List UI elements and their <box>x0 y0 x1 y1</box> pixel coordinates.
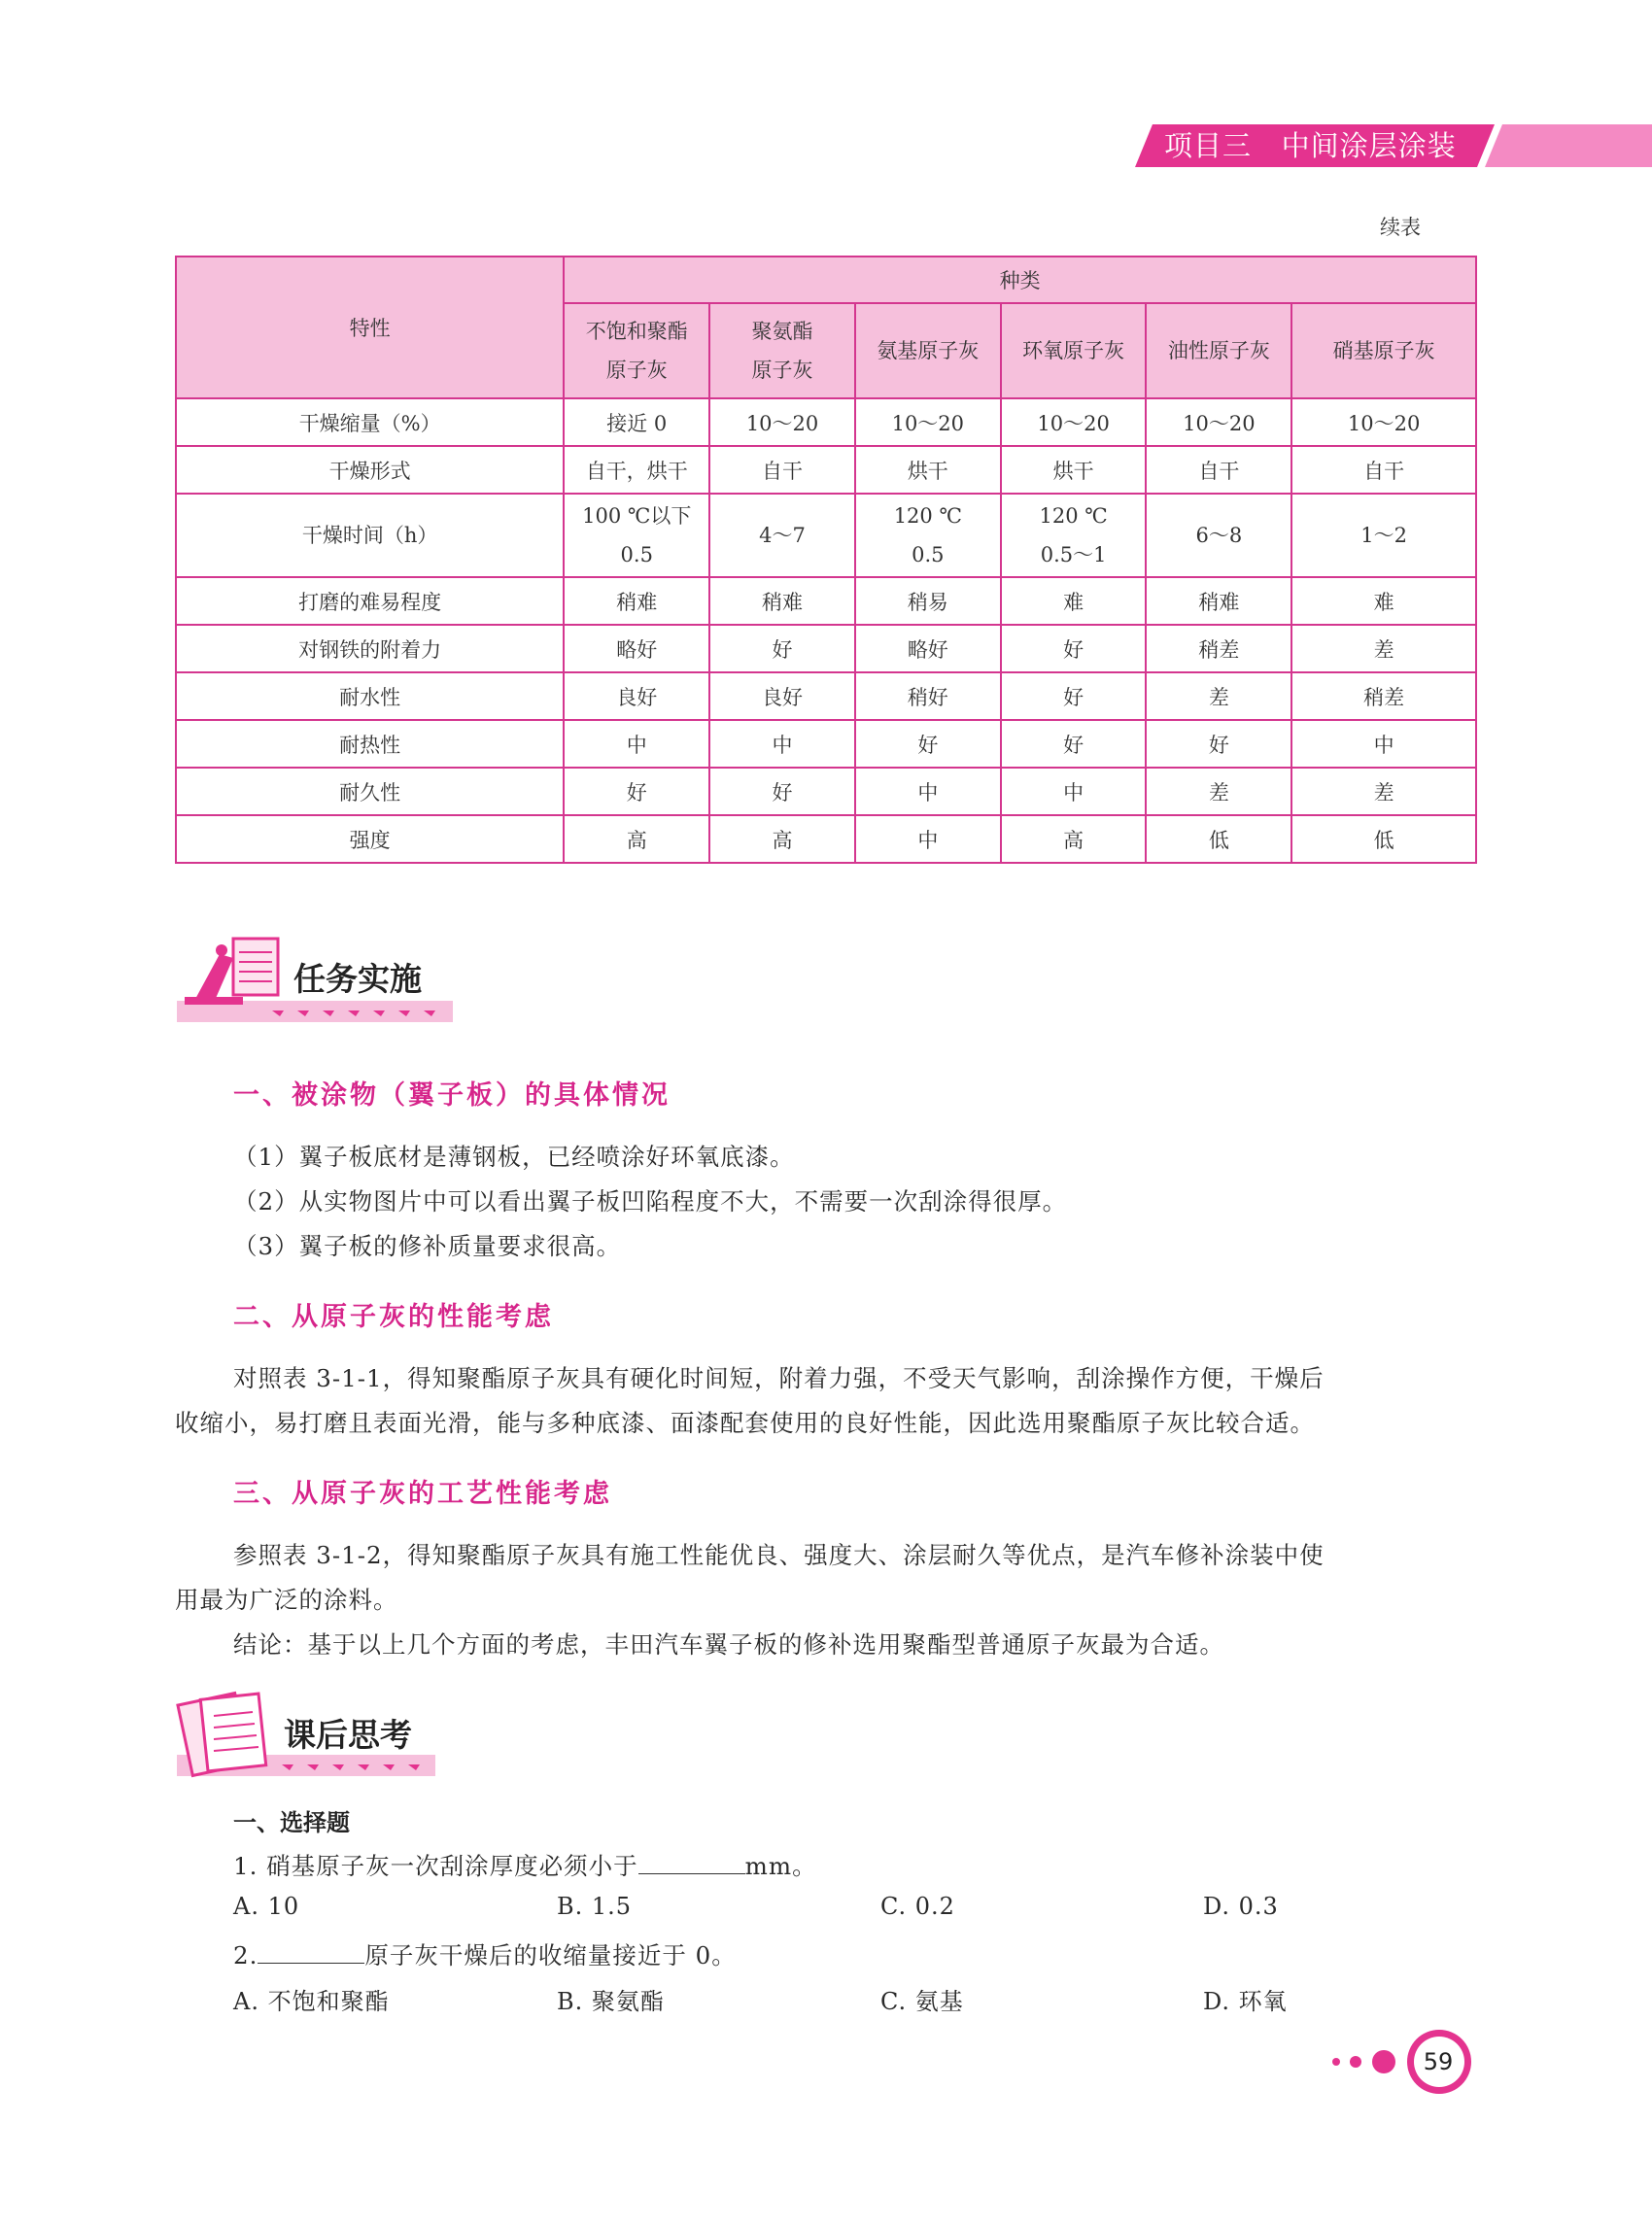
cell-value: 6～8 <box>1195 524 1243 547</box>
table-cell <box>855 768 1001 815</box>
cell-value: 差 <box>1208 780 1229 805</box>
column-header <box>1001 303 1147 398</box>
table-cell <box>1146 768 1291 815</box>
paragraph-item-1: （1）翼子板底材是薄钢板，已经喷涂好环氧底漆。 <box>233 1143 795 1171</box>
table-cell <box>1001 768 1147 815</box>
chapter-banner <box>1135 124 1652 167</box>
column-header <box>564 303 709 398</box>
cell-value: 中 <box>772 733 793 757</box>
cell-value: 10～20 <box>745 411 819 435</box>
page-number: 59 <box>1423 2048 1454 2075</box>
cell-value: 0.5～1 <box>1040 543 1107 566</box>
section-heading-3: 三、从原子灰的工艺性能考虑 <box>233 1479 612 1509</box>
table-cell <box>1001 815 1147 863</box>
table-cell <box>855 494 1001 577</box>
cell-value: 差 <box>1208 685 1229 709</box>
table-cell <box>1291 577 1476 625</box>
row-label: 干燥时间（h） <box>176 494 564 577</box>
table-cell <box>709 815 855 863</box>
cell-value: 自干 <box>1363 459 1405 483</box>
cell-value: 中 <box>917 828 939 852</box>
paragraph-line: 收缩小，易打磨且表面光滑，能与多种底漆、面漆配套使用的良好性能，因此选用聚酯原子灰比较合适。 <box>175 1409 1315 1437</box>
table-cell <box>564 768 709 815</box>
table-cell <box>564 672 709 720</box>
column-header-line: 氨基原子灰 <box>877 339 980 362</box>
table-row <box>176 625 1476 672</box>
table-cell <box>709 672 855 720</box>
table-row <box>176 768 1476 815</box>
table-cell <box>1001 446 1147 494</box>
question-1 <box>233 1848 817 1882</box>
table-row <box>176 720 1476 768</box>
question-1-text: 1. 硝基原子灰一次刮涂厚度必须小于 <box>233 1852 638 1880</box>
table-row <box>176 446 1476 494</box>
table-cell <box>1291 446 1476 494</box>
conclusion-line: 结论：基于以上几个方面的考虑，丰田汽车翼子板的修补选用聚酯型普通原子灰最为合适。 <box>233 1630 1224 1659</box>
cell-value: 120 ℃ <box>1039 504 1108 528</box>
table-cell <box>1291 625 1476 672</box>
chapter-title: 项目三 中间涂层涂装 <box>1164 129 1457 162</box>
table-cell <box>855 577 1001 625</box>
table-cell <box>1291 815 1476 863</box>
column-header <box>1146 303 1291 398</box>
table-cell <box>855 672 1001 720</box>
q1-option-d[interactable]: D. 0.3 <box>1203 1893 1279 1920</box>
table-cell <box>1001 720 1147 768</box>
table-cell <box>709 577 855 625</box>
cell-value: 差 <box>1373 780 1394 805</box>
cell-value: 低 <box>1373 828 1394 852</box>
table-cell <box>709 720 855 768</box>
cell-value: 高 <box>772 828 793 852</box>
cell-value: 良好 <box>762 685 804 709</box>
q1-option-a[interactable]: A. 10 <box>233 1893 300 1920</box>
cell-value: 稍易 <box>907 590 948 614</box>
table-cell <box>564 494 709 577</box>
section-heading-2: 二、从原子灰的性能考虑 <box>233 1302 554 1332</box>
cell-value: 略好 <box>616 637 658 662</box>
cell-value: 1～2 <box>1360 524 1407 547</box>
cell-value: 好 <box>1063 685 1084 709</box>
table-cell <box>1291 768 1476 815</box>
table-cell <box>1001 494 1147 577</box>
cell-value: 差 <box>1373 637 1394 662</box>
table-cell <box>1146 625 1291 672</box>
cell-value: 10～20 <box>1037 411 1110 435</box>
column-header-line: 原子灰 <box>605 359 668 382</box>
putty-properties-table <box>175 256 1477 864</box>
cell-value: 好 <box>772 637 793 662</box>
row-label: 耐水性 <box>176 672 564 720</box>
table-cell <box>855 815 1001 863</box>
table-cell <box>564 720 709 768</box>
table-cell <box>1291 720 1476 768</box>
table-cell <box>709 494 855 577</box>
table-cell <box>564 398 709 446</box>
table-cell <box>1146 446 1291 494</box>
table-cell <box>709 398 855 446</box>
answer-blank[interactable] <box>638 1856 745 1874</box>
cell-value: 难 <box>1373 590 1394 614</box>
table-group-header: 种类 <box>564 257 1476 303</box>
cell-value: 自干，烘干 <box>585 459 688 483</box>
paragraph-item-2: （2）从实物图片中可以看出翼子板凹陷程度不大，不需要一次刮涂得很厚。 <box>233 1187 1068 1216</box>
column-header-line: 不饱和聚酯 <box>585 320 688 343</box>
cell-value: 10～20 <box>1183 411 1256 435</box>
cell-value: 稍差 <box>1198 637 1240 662</box>
cell-value: 4～7 <box>759 524 806 547</box>
column-header <box>1291 303 1476 398</box>
cell-value: 好 <box>1208 733 1229 757</box>
paragraph-line: 用最为广泛的涂料。 <box>175 1586 398 1614</box>
column-header-line: 硝基原子灰 <box>1332 339 1435 362</box>
table-cell <box>1001 672 1147 720</box>
row-label: 干燥形式 <box>176 446 564 494</box>
table-cell <box>564 625 709 672</box>
row-label: 耐热性 <box>176 720 564 768</box>
section-heading-1: 一、被涂物（翼子板）的具体情况 <box>233 1080 671 1111</box>
table-cell <box>1146 720 1291 768</box>
question-2-number: 2. <box>233 1941 258 1969</box>
cell-value: 高 <box>626 828 647 852</box>
table-cell <box>564 815 709 863</box>
table-cell <box>855 446 1001 494</box>
row-label: 强度 <box>176 815 564 863</box>
cell-value: 好 <box>1063 637 1084 662</box>
cell-value: 中 <box>917 780 939 805</box>
table-cell <box>709 446 855 494</box>
cell-value: 难 <box>1063 590 1084 614</box>
cell-value: 烘干 <box>907 459 948 483</box>
cell-value: 接近 0 <box>606 411 668 435</box>
question-type-heading: 一、选择题 <box>233 1809 350 1836</box>
column-header-line: 聚氨酯 <box>751 320 813 343</box>
table-row <box>176 815 1476 863</box>
cell-value: 好 <box>772 780 793 805</box>
q2-option-c[interactable]: C. 氨基 <box>880 1988 964 2015</box>
table-row <box>176 398 1476 446</box>
cell-value: 稍差 <box>1363 685 1405 709</box>
table-cell <box>855 720 1001 768</box>
cell-value: 稍难 <box>616 590 658 614</box>
table-cell <box>1146 577 1291 625</box>
cell-value: 略好 <box>907 637 948 662</box>
cell-value: 10～20 <box>891 411 965 435</box>
column-header-line: 原子灰 <box>751 359 813 382</box>
table-cell <box>1001 625 1147 672</box>
cell-value: 100 ℃以下 <box>582 504 692 528</box>
cell-value: 好 <box>1063 733 1084 757</box>
column-header-line: 油性原子灰 <box>1167 339 1270 362</box>
cell-value: 烘干 <box>1052 459 1094 483</box>
cell-value: 0.5 <box>620 543 653 566</box>
column-header <box>709 303 855 398</box>
answer-blank[interactable] <box>258 1945 364 1964</box>
cell-value: 自干 <box>1198 459 1240 483</box>
table-corner-header: 特性 <box>176 257 564 398</box>
cell-value: 低 <box>1208 828 1229 852</box>
table-continued-label: 续表 <box>1380 216 1421 239</box>
q2-option-d[interactable]: D. 环氧 <box>1203 1988 1288 2015</box>
table-cell <box>564 446 709 494</box>
cell-value: 好 <box>917 733 939 757</box>
cell-value: 120 ℃ <box>893 504 962 528</box>
table-cell <box>1001 577 1147 625</box>
table-cell <box>1291 494 1476 577</box>
table-cell <box>855 625 1001 672</box>
column-header-line: 环氧原子灰 <box>1022 339 1125 362</box>
q1-option-b[interactable]: B. 1.5 <box>557 1893 633 1920</box>
task-section-title: 任务实施 <box>293 960 422 998</box>
cell-value: 10～20 <box>1347 411 1421 435</box>
cell-value: 0.5 <box>912 543 945 566</box>
q2-option-b[interactable]: B. 聚氨酯 <box>557 1988 665 2015</box>
q1-option-c[interactable]: C. 0.2 <box>880 1893 955 1920</box>
table-cell <box>1001 398 1147 446</box>
table-cell <box>709 768 855 815</box>
table-row <box>176 577 1476 625</box>
cell-value: 良好 <box>616 685 658 709</box>
table-cell <box>1146 672 1291 720</box>
cell-value: 高 <box>1063 828 1084 852</box>
q2-option-a[interactable]: A. 不饱和聚酯 <box>233 1988 390 2015</box>
paragraph-line: 对照表 3-1-1，得知聚酯原子灰具有硬化时间短，附着力强，不受天气影响，刮涂操作方便，干燥后 <box>233 1364 1325 1392</box>
table-cell <box>855 398 1001 446</box>
table-cell <box>1146 815 1291 863</box>
cell-value: 中 <box>1063 780 1084 805</box>
row-label: 对钢铁的附着力 <box>176 625 564 672</box>
cell-value: 中 <box>1373 733 1394 757</box>
table-cell <box>1146 494 1291 577</box>
cell-value: 自干 <box>762 459 804 483</box>
table-cell <box>1146 398 1291 446</box>
table-cell <box>1291 398 1476 446</box>
table-row <box>176 494 1476 577</box>
cell-value: 稍难 <box>1198 590 1240 614</box>
table-cell <box>1291 672 1476 720</box>
table-cell <box>709 625 855 672</box>
cell-value: 稍好 <box>907 685 948 709</box>
paragraph-item-3: （3）翼子板的修补质量要求很高。 <box>233 1232 622 1260</box>
cell-value: 中 <box>626 733 647 757</box>
paragraph-line: 参照表 3-1-2，得知聚酯原子灰具有施工性能优良、强度大、涂层耐久等优点，是汽车修补涂装中使 <box>233 1541 1325 1569</box>
question-2-text: 原子灰干燥后的收缩量接近于 0。 <box>364 1941 737 1969</box>
question-2 <box>233 1937 737 1971</box>
cell-value: 好 <box>626 780 647 805</box>
table-cell <box>564 577 709 625</box>
question-1-unit: mm。 <box>744 1852 817 1880</box>
row-label: 耐久性 <box>176 768 564 815</box>
row-label: 打磨的难易程度 <box>176 577 564 625</box>
column-header <box>855 303 1001 398</box>
row-label: 干燥缩量（%） <box>176 398 564 446</box>
review-section-title: 课后思考 <box>284 1716 412 1754</box>
table-row <box>176 672 1476 720</box>
cell-value: 稍难 <box>762 590 804 614</box>
